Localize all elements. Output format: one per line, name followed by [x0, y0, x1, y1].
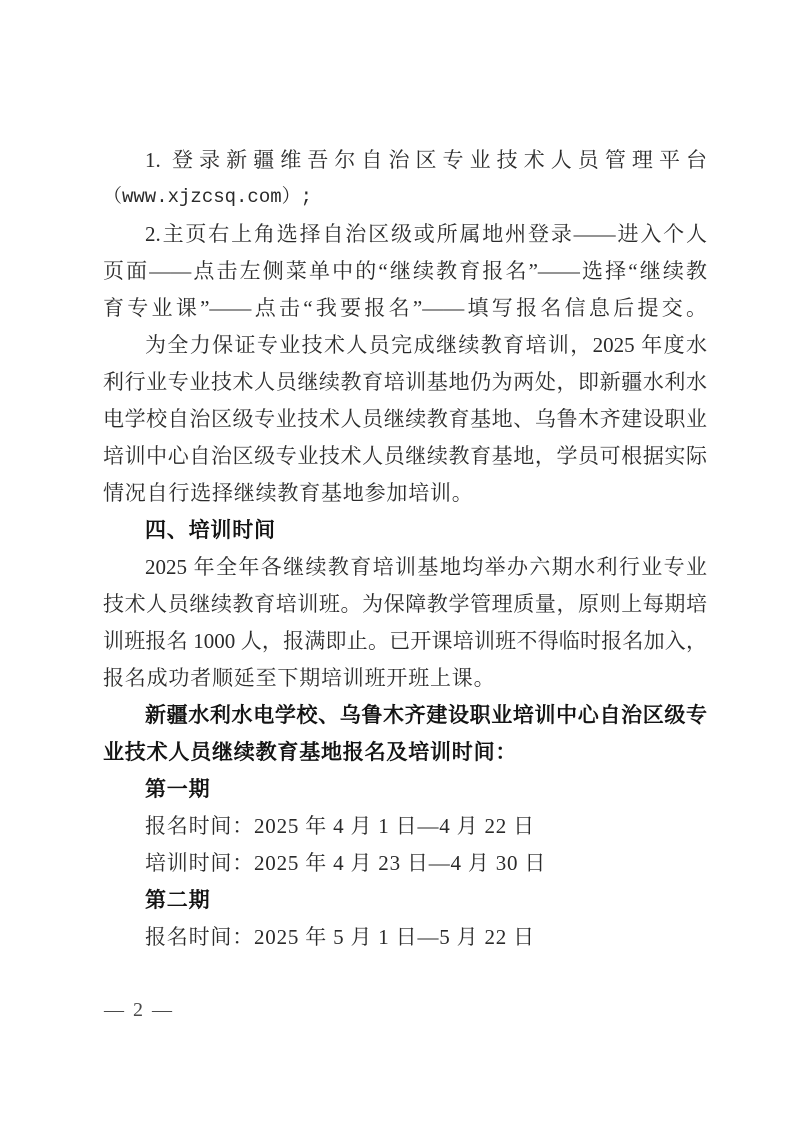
schedule-paragraph-line-4: 报名成功者顺延至下期培训班开班上课。 — [103, 666, 496, 690]
platform-url-line: （www.xjzcsq.com）; — [103, 186, 313, 208]
phase-2-heading: 第二期 — [145, 888, 211, 912]
phase-2-registration-dates: 报名时间：2025 年 5 月 1 日—5 月 22 日 — [145, 925, 535, 949]
step-1-login-line: 1. 登录新疆维吾尔自治区专业技术人员管理平台 — [145, 148, 707, 172]
bases-registration-title-line-2: 业技术人员继续教育基地报名及培训时间： — [103, 740, 518, 764]
training-base-paragraph-line-4: 培训中心自治区级专业技术人员继续教育基地，学员可根据实际 — [103, 444, 707, 468]
page-number: — 2 — — [104, 999, 174, 1021]
section-4-training-time-heading: 四、培训时间 — [145, 518, 276, 542]
training-base-paragraph-line-3: 电学校自治区级专业技术人员继续教育基地、乌鲁木齐建设职业 — [103, 407, 707, 431]
step-2-line-2: 页面——点击左侧菜单中的“继续教育报名”——选择“继续教 — [103, 259, 707, 283]
phase-1-registration-dates: 报名时间：2025 年 4 月 1 日—4 月 22 日 — [145, 814, 535, 838]
schedule-paragraph-line-2: 技术人员继续教育培训班。为保障教学管理质量，原则上每期培 — [103, 592, 707, 616]
training-base-paragraph-line-2: 利行业专业技术人员继续教育培训基地仍为两处，即新疆水利水 — [103, 370, 707, 394]
step-2-line-3: 育专业课”——点击“我要报名”——填写报名信息后提交。 — [103, 296, 707, 320]
training-base-paragraph-line-1: 为全力保证专业技术人员完成继续教育培训，2025 年度水 — [145, 333, 707, 357]
schedule-paragraph-line-3: 训班报名 1000 人，报满即止。已开课培训班不得临时报名加入， — [103, 629, 707, 653]
phase-1-training-dates: 培训时间：2025 年 4 月 23 日—4 月 30 日 — [145, 851, 547, 875]
schedule-paragraph-line-1: 2025 年全年各继续教育培训基地均举办六期水利行业专业 — [145, 555, 707, 579]
phase-1-heading: 第一期 — [145, 777, 211, 801]
document-body — [103, 142, 707, 956]
step-2-line-1: 2.主页右上角选择自治区级或所属地州登录——进入个人 — [145, 222, 707, 246]
bases-registration-title-line-1: 新疆水利水电学校、乌鲁木齐建设职业培训中心自治区级专 — [145, 703, 707, 727]
training-base-paragraph-line-5: 情况自行选择继续教育基地参加培训。 — [103, 481, 474, 505]
